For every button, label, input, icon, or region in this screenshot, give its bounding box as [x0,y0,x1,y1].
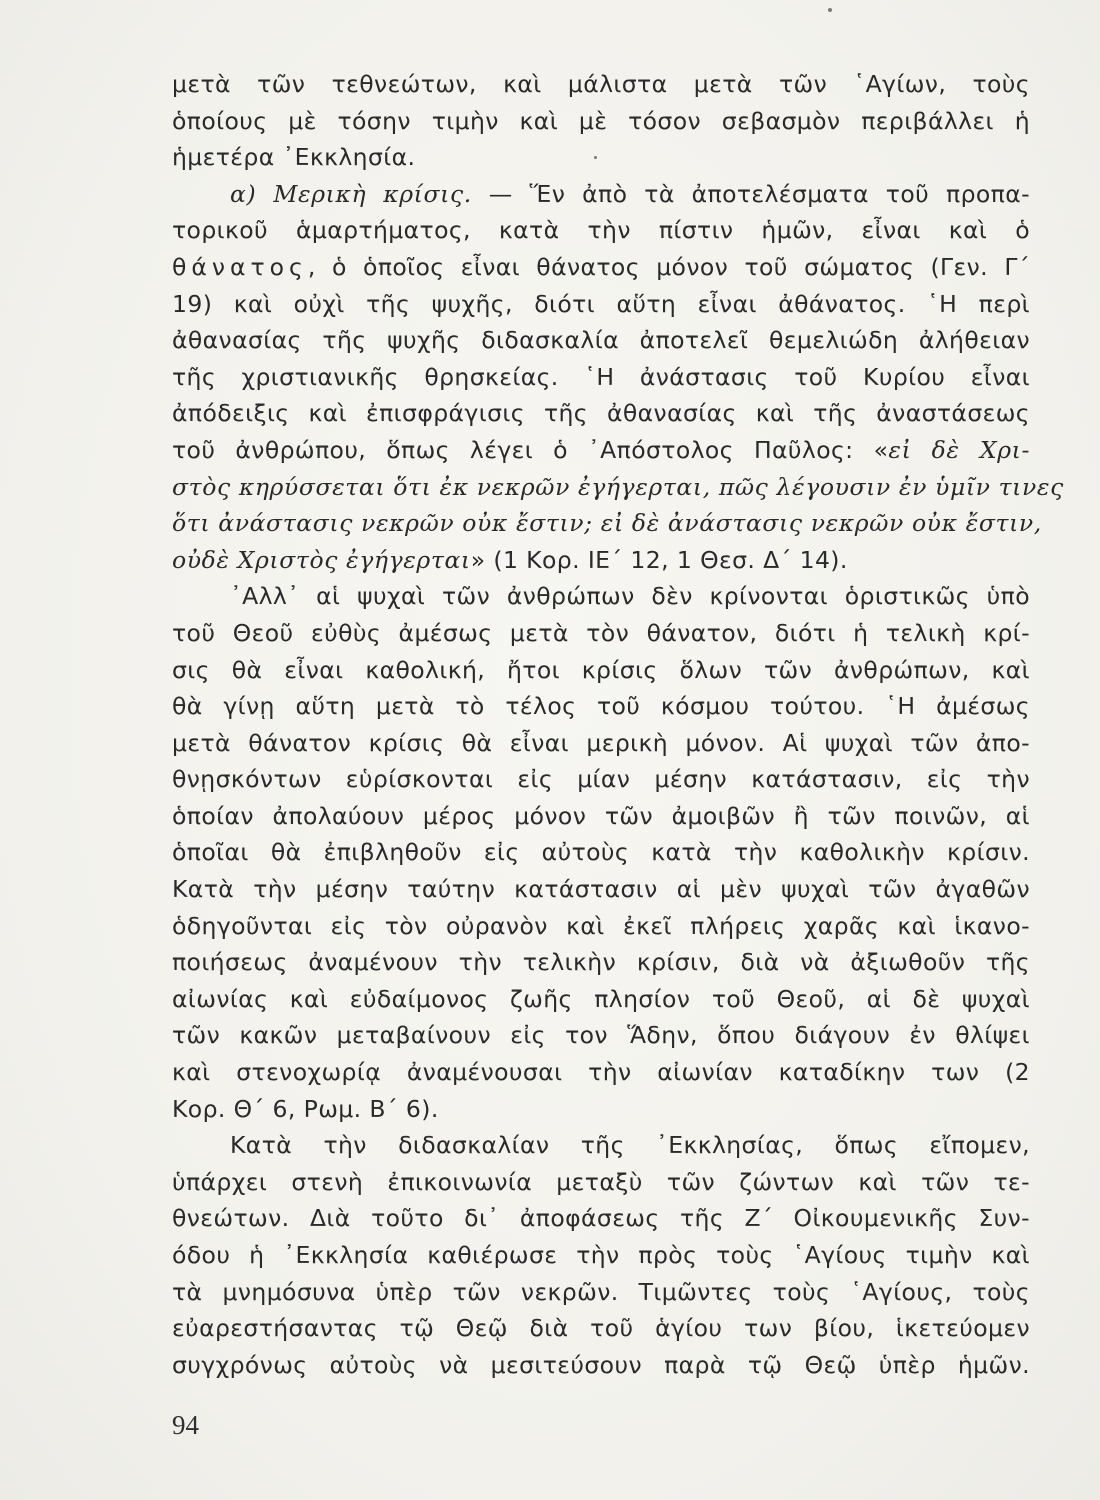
text-line: συγχρόνως αὐτοὺς νὰ μεσιτεύσουν παρὰ τῷ Θεῷ ὑπὲρ ἡμῶν. [172,1350,1030,1379]
text-line: θνῃσκόντων εὑρίσκονται εἰς μίαν μέσην κατάστασιν, εἰς τὴν [172,765,1030,794]
text-line: καὶ στενοχωρίᾳ ἀναμένουσαι τὴν αἰωνίαν καταδίκην των (2 [172,1058,1030,1087]
text-line: τοῦ Θεοῦ εὐθὺς ἀμέσως μετὰ τὸν θάνατον, διότι ἡ τελικὴ κρί- [172,618,1030,647]
text-line: ὁδηγοῦνται εἰς τὸν οὐρανὸν καὶ ἐκεῖ πλήρεις χαρᾶς καὶ ἱκανο- [172,911,1030,940]
text-line: τορικοῦ ἁμαρτήματος, κατὰ τὴν πίστιν ἡμῶν, εἶναι καὶ ὁ [172,216,1030,245]
text-line: ὑπάρχει στενὴ ἐπικοινωνία μεταξὺ τῶν ζώντων καὶ τῶν τε- [172,1167,1030,1196]
text-line: ὁποῖαι θὰ ἐπιβληθοῦν εἰς αὐτοὺς κατὰ τὴν καθολικὴν κρίσιν. [172,838,1030,867]
text-line: Κατὰ τὴν μέσην ταύτην κατάστασιν αἱ μὲν ψυχαὶ τῶν ἀγαθῶν [172,875,1030,904]
scripture-quote-line: ὅτι ἀνάστασις νεκρῶν οὐκ ἔστιν; εἰ δὲ ἀνάστασις νεκρῶν οὐκ ἔστιν, [172,509,1042,538]
text-line: ἀπόδειξις καὶ ἐπισφράγισις τῆς ἀθανασίας καὶ τῆς ἀναστάσεως [172,399,1030,428]
text-fragment: τοῦ ἀνθρώπου, ὅπως λέγει ὁ ᾿Απόστολος Παῦλος: « [172,435,889,464]
scripture-quote-line: στὸς κηρύσσεται ὅτι ἐκ νεκρῶν ἐγήγερται, πῶς λέγουσιν ἐν ὑμῖν τινες [172,472,1064,501]
page-number: 94 [172,1410,199,1440]
text-line: μετὰ θάνατον κρίσις θὰ εἶναι μερικὴ μόνον. Αἱ ψυχαὶ τῶν ἀπο- [172,728,1030,757]
section-heading: α) Μερικὴ κρίσις. [230,179,472,208]
text-line: 19) καὶ οὐχὶ τῆς ψυχῆς, διότι αὕτη εἶναι ἀθάνατος. ῾Η περὶ [172,289,1030,318]
text-line: μετὰ τῶν τεθνεώτων, καὶ μάλιστα μετὰ τῶν ῾Αγίων, τοὺς [172,70,1030,98]
citation: » (1 Κορ. ΙΕ΄ 12, 1 Θεσ. Δ΄ 14). [470,545,848,574]
text-line: ἀθανασίας τῆς ψυχῆς διδασκαλία ἀποτελεῖ θεμελιώδη ἀλήθειαν [172,326,1030,355]
text-line [172,176,1030,213]
emphasized-word: θάνατος [172,252,308,281]
paragraph-1 [172,66,1030,176]
text-fragment: , ὁ ὁποῖος εἶναι θάνατος μόνον τοῦ σώματος (Γεν. Γ΄ [307,252,1030,281]
print-speck [828,8,832,12]
text-line: εὐαρεστήσαντας τῷ Θεῷ διὰ τοῦ ἁγίου των βίου, ἱκετεύομεν [172,1314,1030,1343]
scripture-quote: εἰ δὲ Χρι- [888,435,1030,464]
text-line: θνεώτων. Διὰ τοῦτο δι᾿ ἀποφάσεως τῆς Ζ΄ Οἰκουμενικῆς Συν- [172,1204,1030,1233]
text-line [172,542,1030,579]
text-line: σις θὰ εἶναι καθολική, ἤτοι κρίσις ὅλων τῶν ἀνθρώπων, καὶ [172,655,1030,684]
text-line: Κορ. Θ΄ 6, Ρωμ. Β΄ 6). [172,1094,439,1123]
text-line [172,249,1030,286]
paragraph-2 [172,176,1064,579]
scripture-quote: οὐδὲ Χριστὸς ἐγήγερται [172,545,471,574]
paragraph-3 [172,578,1030,1127]
text-line: ᾿Αλλ᾿ αἱ ψυχαὶ τῶν ἀνθρώπων δὲν κρίνονται ὁριστικῶς ὑπὸ [230,582,1030,611]
text-line: τῆς χριστιανικῆς θρησκείας. ῾Η ἀνάστασις τοῦ Κυρίου εἶναι [172,362,1030,391]
paragraph-4 [172,1127,1030,1383]
text-line: θὰ γίνῃ αὕτη μετὰ τὸ τέλος τοῦ κόσμου τούτου. ῾Η ἀμέσως [172,692,1030,721]
text-line: όδου ἡ ᾿Εκκλησία καθιέρωσε τὴν πρὸς τοὺς ῾Αγίους τιμὴν καὶ [172,1241,1030,1269]
text-line: Κατὰ τὴν διδασκαλίαν τῆς ᾿Εκκλησίας, ὅπως εἴπομεν, [230,1131,1030,1160]
text-line: ὁποίαν ἀπολαύουν μέρος μόνον τῶν ἀμοιβῶν ἢ τῶν ποινῶν, αἱ [172,801,1030,830]
text-line: ἡμετέρα ᾿Εκκλησία. [172,143,416,172]
body-text [172,66,1064,1383]
text-line: τῶν κακῶν μεταβαίνουν εἰς τον Ἅδην, ὅπου διάγουν ἐν θλίψει [172,1021,1030,1050]
text-line: ὁποίους μὲ τόσην τιμὴν καὶ μὲ τόσον σεβασμὸν περιβάλλει ἡ [172,106,1030,135]
text-line: αἰωνίας καὶ εὐδαίμονος ζωῆς πλησίον τοῦ Θεοῦ, αἱ δὲ ψυχαὶ [172,984,1030,1013]
text-line [172,432,1030,469]
text-fragment: — Ἕν ἀπὸ τὰ ἀποτελέσματα τοῦ προπα- [488,179,1030,208]
text-line: τὰ μνημόσυνα ὑπὲρ τῶν νεκρῶν. Τιμῶντες τοὺς ῾Αγίους, τοὺς [172,1277,1030,1306]
text-line: ποιήσεως ἀναμένουν τὴν τελικὴν κρίσιν, διὰ νὰ ἀξιωθοῦν τῆς [172,948,1030,977]
